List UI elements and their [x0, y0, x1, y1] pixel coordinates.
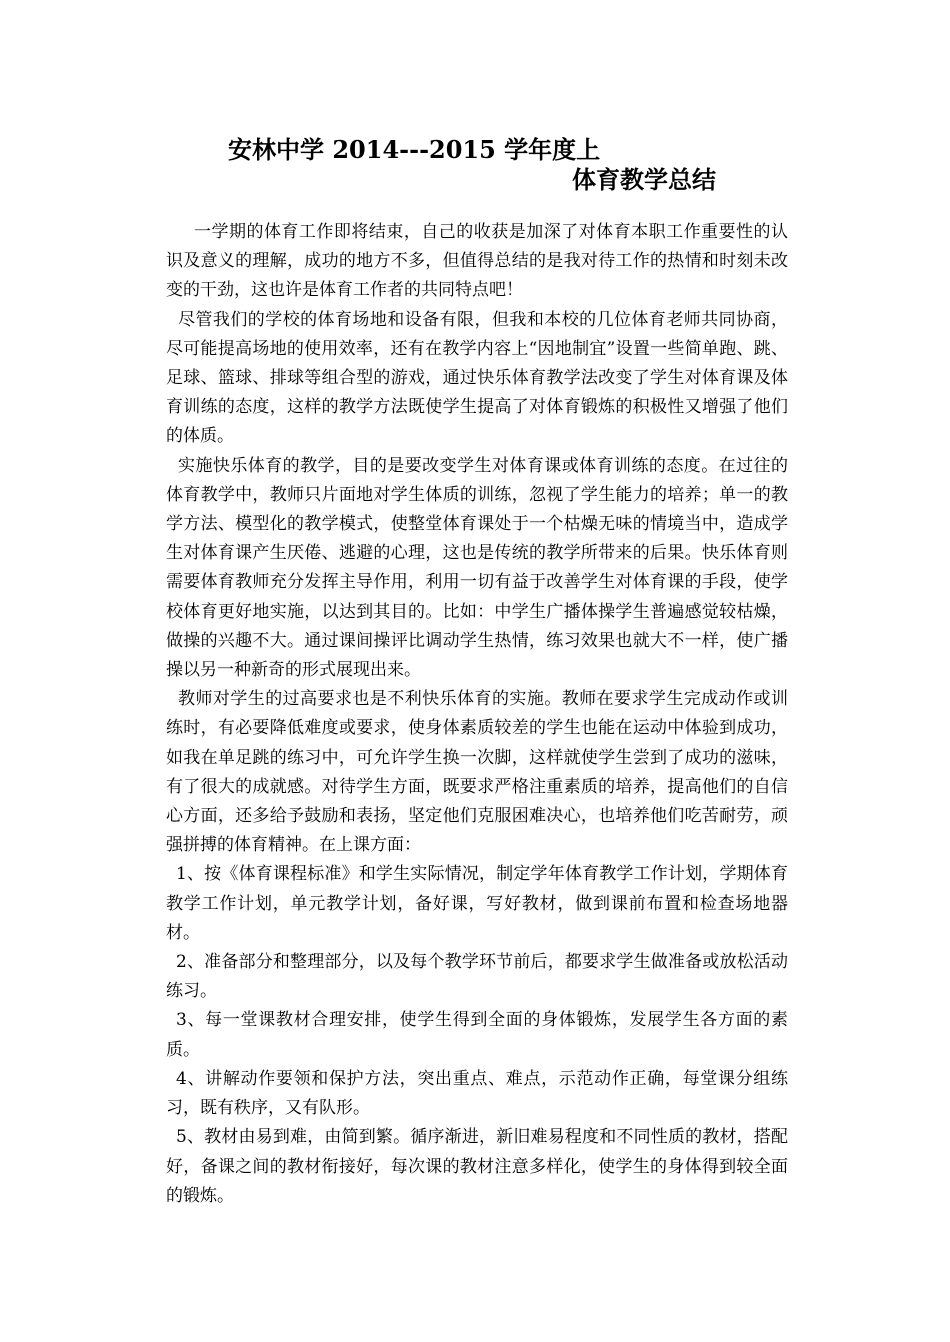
- paragraph-happy-pe: 实施快乐体育的教学，目的是要改变学生对体育课或体育训练的态度。在过往的体育教学中，教师只片面地对学生体质的训练，忽视了学生能力的培养；单一的教学方法、模型化的教学模式，使整堂体育课处于一个枯燥无味的情境当中，造成学生对体育课产生厌倦、逃避的心理，这也是传统的教学所带来的后果。快乐体育则需要体育教师充分发挥主导作用，利用一切有益于改善学生对体育课的手段，使学校体育更好地实施，以达到其目的。比如：中学生广播体操学生普遍感觉较枯燥，做操的兴趣不大。通过课间操评比调动学生热情，练习效果也就大不一样，使广播操以另一种新奇的形式展现出来。: [166, 455, 788, 681]
- document-title-line-2: 体育教学总结: [572, 165, 716, 194]
- paragraph-facilities: 尽管我们的学校的体育场地和设备有限，但我和本校的几位体育老师共同协商，尽可能提高场地的使用效率，还有在教学内容上“因地制宜”设置一些简单跑、跳、足球、篮球、排球等组合型的游戏，通过快乐体育教学法改变了学生对体育课及体育训练的态度，这样的教学方法既使学生提高了对体育锻炼的积极性又增强了他们的体质。: [166, 309, 788, 447]
- list-item-1: 1、按《体育课程标准》和学生实际情况，制定学年体育教学工作计划，学期体育教学工作计划，单元教学计划，备好课，写好教材，做到课前布置和检查场地器材。: [166, 864, 788, 943]
- document-title-line-1: 安林中学 2014---2015 学年度上: [228, 135, 601, 164]
- list-item-3: 3、每一堂课教材合理安排，使学生得到全面的身体锻炼，发展学生各方面的素质。: [166, 1010, 788, 1060]
- paragraph-intro: 一学期的体育工作即将结束，自己的收获是加深了对体育本职工作重要性的认识及意义的理解，成功的地方不多，但值得总结的是我对待工作的热情和时刻未改变的干劲，这也许是体育工作者的共同特点吧！: [166, 222, 788, 301]
- list-item-4: 4、讲解动作要领和保护方法，突出重点、难点，示范动作正确，每堂课分组练习，既有秩序，又有队形。: [166, 1068, 788, 1119]
- document-body: [166, 218, 788, 1211]
- list-item-2: 2、准备部分和整理部分，以及每个教学环节前后，都要求学生做准备或放松活动练习。: [166, 952, 788, 1002]
- paragraph-requirements: 教师对学生的过高要求也是不利快乐体育的实施。教师在要求学生完成动作或训练时，有必要降低难度或要求，使身体素质较差的学生也能在运动中体验到成功，如我在单足跳的练习中，可允许学生换一次脚，这样就使学生尝到了成功的滋味，有了很大的成就感。对待学生方面，既要求严格注重素质的培养，提高他们的自信心方面，还多给予鼓励和表扬，坚定他们克服困难决心，也培养他们吃苦耐劳，顽强拼搏的体育精神。在上课方面：: [166, 689, 788, 856]
- list-item-5: 5、教材由易到难，由简到繁。循序渐进，新旧难易程度和不同性质的教材，搭配好，备课之间的教材衔接好，每次课的教材注意多样化，使学生的身体得到较全面的锻炼。: [166, 1127, 788, 1206]
